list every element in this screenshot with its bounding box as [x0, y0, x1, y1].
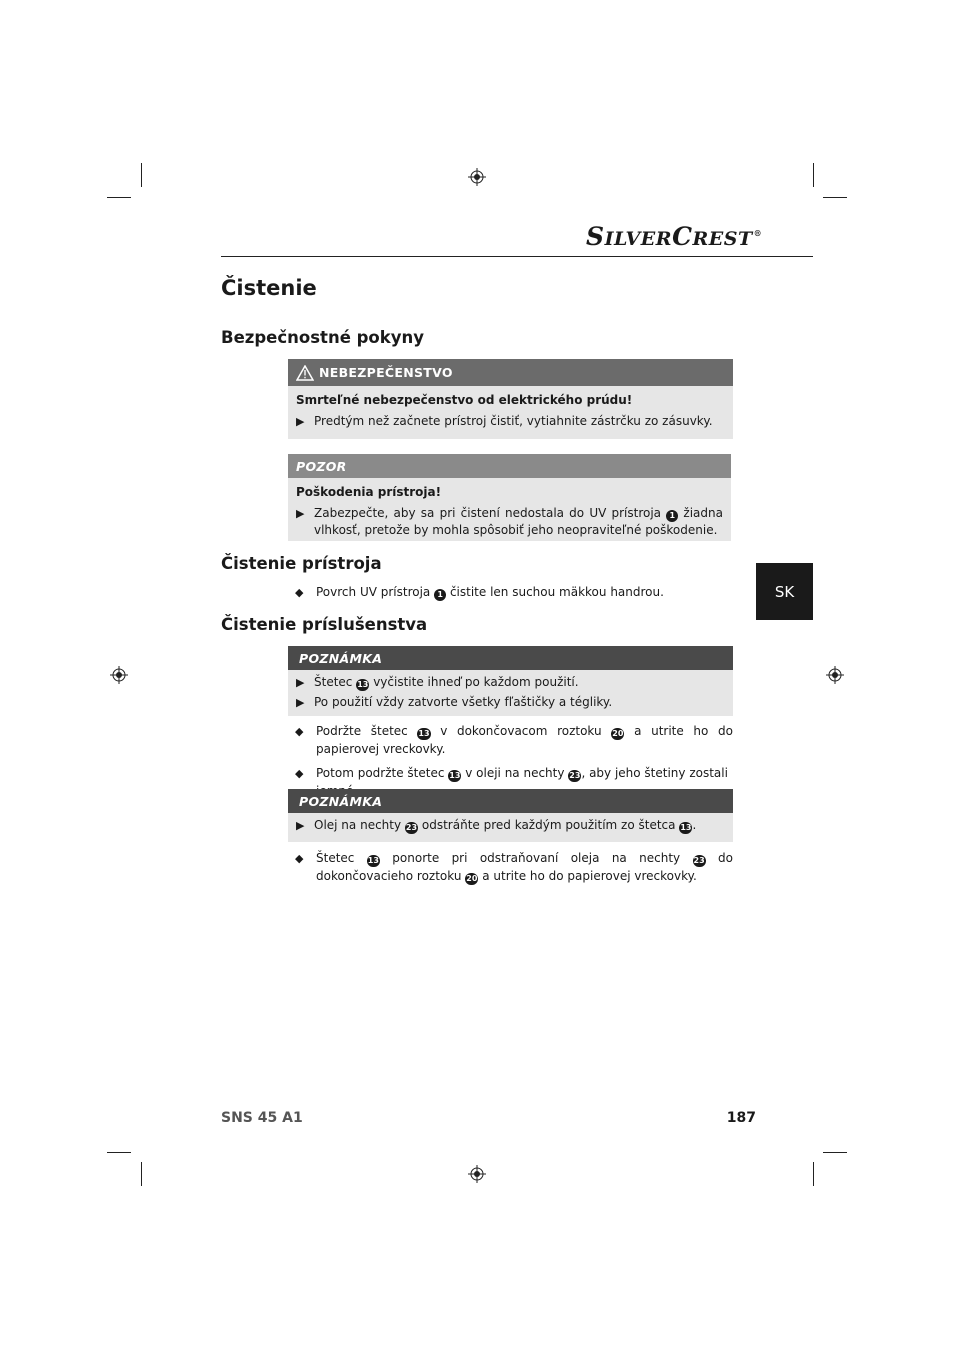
- caution-label: POZOR: [288, 454, 731, 478]
- crop-mark: [141, 1162, 142, 1186]
- part-number-badge: 20: [612, 729, 624, 738]
- part-number-badge: 1: [666, 510, 678, 522]
- part-number-badge: 13: [418, 729, 430, 738]
- registration-mark-icon: [826, 666, 844, 684]
- arrow-bullet-icon: ▶: [296, 696, 305, 709]
- note-item: Olej na nechty 23 odstráňte pred každým použitím zo štetca 13.: [314, 818, 697, 832]
- list-item: ◆ Povrch UV prístroja 1 čistite len suchou mäkkou handrou.: [295, 585, 664, 599]
- part-number-badge: 23: [405, 823, 418, 832]
- arrow-bullet-icon: ▶: [296, 676, 305, 689]
- part-number-badge: 13: [357, 680, 369, 689]
- crop-mark: [107, 197, 131, 198]
- arrow-bullet-icon: ▶: [296, 415, 305, 428]
- part-number-badge: 1: [434, 589, 446, 601]
- note-label: POZNÁMKA: [288, 789, 733, 813]
- crop-mark: [823, 1152, 847, 1153]
- page-number: 187: [726, 1110, 756, 1126]
- list-item: ◆ Potom podržte štetec 13 v oleji na nechty 23, aby jeho štetiny zostali: [295, 766, 728, 780]
- footer-model: SNS 45 A1: [221, 1110, 303, 1126]
- warning-triangle-icon: [296, 365, 314, 381]
- caution-item: Zabezpečte, aby sa pri čistení nedostala do UV prístroja 1 žiadna vlhkosť, pretože by mohla spôsobiť jeho neopraviteľné poškodenie.: [314, 506, 723, 537]
- list-item: ◆ Štetec 13 ponorte pri odstraňovaní oleja na nechty 23 do dokončovacieho roztoku 20 a utrite ho do papierovej vreckovky.: [295, 851, 733, 883]
- danger-box: [288, 359, 733, 439]
- diamond-bullet-icon: ◆: [295, 852, 304, 865]
- crop-mark: [813, 163, 814, 187]
- arrow-bullet-icon: ▶: [296, 507, 305, 520]
- note-box-1: [288, 646, 733, 716]
- section-heading-device: Čistenie prístroja: [221, 554, 382, 573]
- note-item: Po použití vždy zatvorte všetky fľaštičky a tégliky.: [314, 695, 613, 709]
- list-item: ◆ Podržte štetec 13 v dokončovacom roztoku 20 a utrite ho do papierovej vreckovky.: [295, 724, 733, 756]
- note-label: POZNÁMKA: [288, 646, 733, 670]
- part-number-badge: 13: [367, 856, 379, 865]
- brand-logo: SILVERCREST®: [586, 222, 763, 251]
- crop-mark: [107, 1152, 131, 1153]
- note-box-2: [288, 789, 733, 842]
- danger-header: [288, 359, 733, 386]
- registration-mark-icon: [468, 168, 486, 186]
- crop-mark: [823, 197, 847, 198]
- part-number-badge: 23: [569, 771, 581, 780]
- section-heading-accessories: Čistenie príslušenstva: [221, 615, 428, 634]
- crop-mark: [813, 1162, 814, 1186]
- danger-label: NEBEZPEČENSTVO: [319, 365, 453, 380]
- part-number-badge: 13: [449, 771, 461, 780]
- header-rule: [221, 256, 813, 257]
- diamond-bullet-icon: ◆: [295, 725, 304, 738]
- note-item: Štetec 13 vyčistite ihneď po každom použití.: [314, 675, 579, 689]
- part-number-badge: 13: [680, 823, 692, 832]
- section-heading-safety: Bezpečnostné pokyny: [221, 328, 425, 347]
- registration-mark-icon: [468, 1165, 486, 1183]
- diamond-bullet-icon: ◆: [295, 586, 304, 599]
- arrow-bullet-icon: ▶: [296, 819, 305, 832]
- diamond-bullet-icon: ◆: [295, 767, 304, 780]
- caution-title: Poškodenia prístroja!: [296, 485, 442, 499]
- part-number-badge: 20: [466, 873, 478, 883]
- registration-mark-icon: [110, 666, 128, 684]
- danger-title: Smrteľné nebezpečenstvo od elektrického prúdu!: [296, 393, 633, 407]
- language-tab: SK: [756, 563, 813, 620]
- page-title: Čistenie: [221, 276, 317, 300]
- danger-item: Predtým než začnete prístroj čistiť, vytiahnite zástrčku zo zásuvky.: [314, 414, 713, 428]
- caution-box: [288, 454, 731, 541]
- part-number-badge: 23: [693, 856, 705, 865]
- crop-mark: [141, 163, 142, 187]
